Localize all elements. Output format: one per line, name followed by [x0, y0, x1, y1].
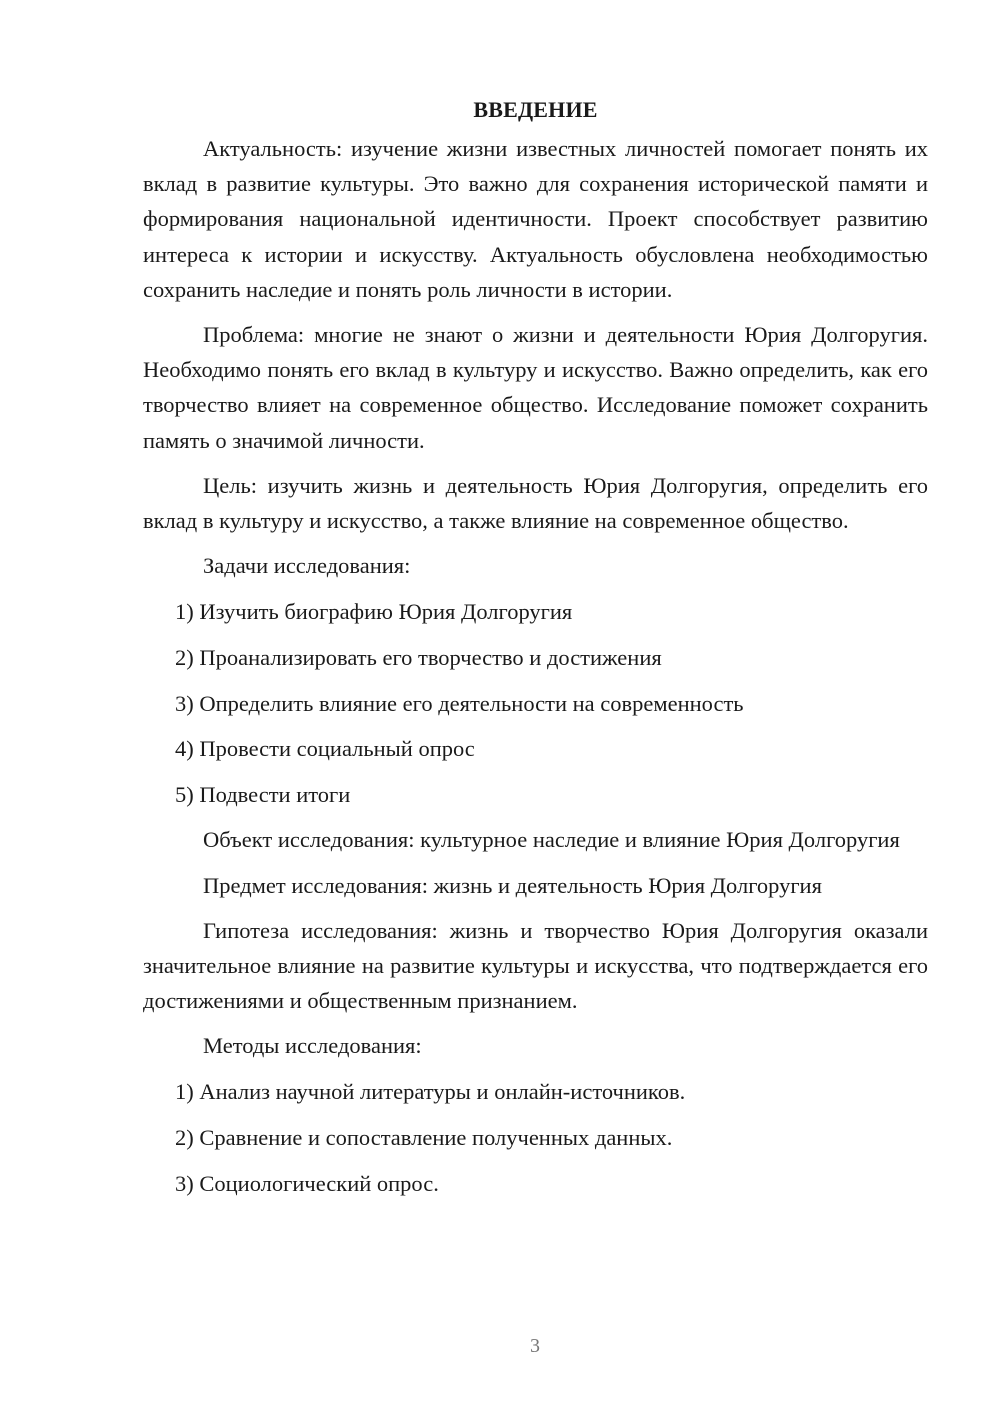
list-item: 2) Проанализировать его творчество и достижения	[175, 644, 662, 670]
tasks-list	[143, 594, 928, 812]
goal-paragraph: Цель: изучить жизнь и деятельность Юрия Долгоругия, определить его вклад в культуру и искусство, а также влияние на современное общество.	[143, 472, 928, 534]
list-item: 3) Социологический опрос.	[175, 1170, 439, 1196]
list-item: 2) Сравнение и сопоставление полученных данных.	[175, 1125, 673, 1151]
list-item: 3) Определить влияние его деятельности на современность	[175, 690, 744, 716]
subject-paragraph: Предмет исследования: жизнь и деятельность Юрия Долгоругия	[203, 872, 822, 898]
problem-paragraph: Проблема: многие не знают о жизни и деятельности Юрия Долгоругия. Необходимо понять его вклад в культуру и искусство. Важно определить, как его творчество влияет на современное общество. Исследование поможет сохранить память о значимой личности.	[143, 322, 928, 453]
object-paragraph: Объект исследования: культурное наследие и влияние Юрия Долгоругия	[203, 827, 900, 853]
list-item: 5) Подвести итоги	[175, 782, 351, 808]
methods-list	[143, 1074, 928, 1201]
relevance-paragraph: Актуальность: изучение жизни известных личностей помогает понять их вклад в развитие культуры. Это важно для сохранения исторической памяти и формирования национальной идентичности. Проект способствует развитию интереса к истории и искусству. Актуальность обусловлена необходимостью сохранить наследие и понять роль личности в истории.	[143, 136, 928, 302]
list-item: 1) Анализ научной литературы и онлайн-источников.	[175, 1079, 686, 1105]
document-page	[143, 94, 928, 1211]
hypothesis-paragraph: Гипотеза исследования: жизнь и творчество Юрия Долгоругия оказали значительное влияние на развитие культуры и искусства, что подтверждается его достижениями и общественным признанием.	[143, 917, 928, 1014]
methods-label: Методы исследования:	[203, 1033, 422, 1059]
tasks-label: Задачи исследования:	[203, 553, 411, 579]
list-item: 1) Изучить биографию Юрия Долгоругия	[175, 599, 573, 625]
page-number: 3	[530, 1335, 540, 1357]
section-title: ВВЕДЕНИЕ	[473, 97, 598, 122]
list-item: 4) Провести социальный опрос	[175, 736, 475, 762]
